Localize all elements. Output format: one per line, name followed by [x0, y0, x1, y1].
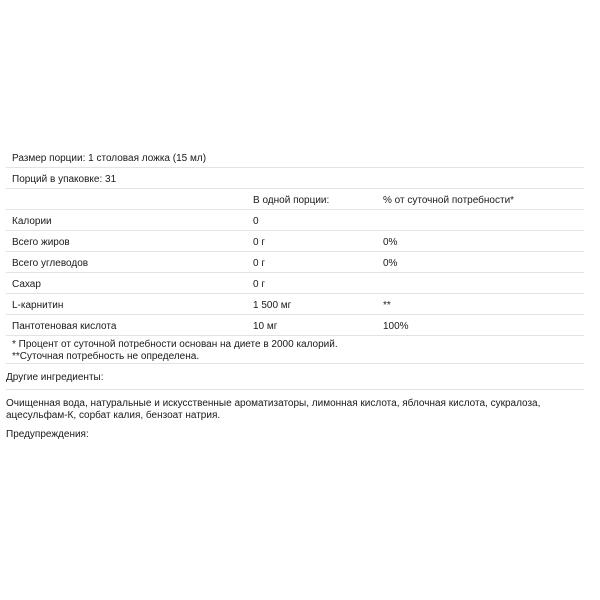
nutrient-name: Сахар	[12, 279, 41, 290]
warnings-section	[6, 427, 584, 443]
nutrient-daily-value: **	[383, 300, 391, 311]
table-row	[6, 210, 584, 231]
nutrient-name: Пантотеновая кислота	[12, 321, 117, 332]
nutrient-name: Всего жиров	[12, 237, 70, 248]
supplement-facts-panel	[6, 147, 584, 443]
nutrient-daily-value: 0%	[383, 237, 398, 248]
table-row	[6, 294, 584, 315]
nutrient-daily-value: 100%	[383, 321, 409, 332]
nutrient-name: Калории	[12, 216, 52, 227]
footnote-not-established: **Суточная потребность не определена.	[12, 351, 200, 362]
table-row	[6, 273, 584, 294]
serving-size: Размер порции: 1 столовая ложка (15 мл)	[12, 153, 207, 164]
table-row	[6, 315, 584, 336]
nutrient-amount: 0	[253, 216, 259, 227]
footnotes	[6, 336, 584, 364]
nutrient-name: Всего углеводов	[12, 258, 89, 269]
serving-size-row	[6, 147, 584, 168]
nutrient-amount: 10 мг	[253, 321, 278, 332]
table-header-row	[6, 189, 584, 210]
nutrient-amount: 0 г	[253, 258, 265, 269]
other-ingredients-heading	[6, 364, 584, 390]
daily-value-header: % от суточной потребности*	[383, 195, 515, 206]
table-row	[6, 231, 584, 252]
nutrient-daily-value: 0%	[383, 258, 398, 269]
ingredients-line: ацесульфам-К, сорбат калия, бензоат натрия.	[6, 410, 221, 421]
nutrient-name: L-карнитин	[12, 300, 64, 311]
warnings-title: Предупреждения:	[6, 429, 89, 440]
nutrient-amount: 1 500 мг	[253, 300, 292, 311]
servings-per-container: Порций в упаковке: 31	[12, 174, 117, 185]
table-row	[6, 252, 584, 273]
nutrient-amount: 0 г	[253, 279, 265, 290]
footnote-daily-value: * Процент от суточной потребности основан на диете в 2000 калорий.	[12, 339, 338, 350]
servings-per-container-row	[6, 168, 584, 189]
other-ingredients-title: Другие ингредиенты:	[6, 372, 104, 383]
nutrient-amount: 0 г	[253, 237, 265, 248]
other-ingredients-text	[6, 390, 584, 427]
ingredients-line: Очищенная вода, натуральные и искусственные ароматизаторы, лимонная кислота, яблочная кислота, сукралоза,	[6, 398, 541, 409]
per-serving-header: В одной порции:	[253, 195, 330, 206]
